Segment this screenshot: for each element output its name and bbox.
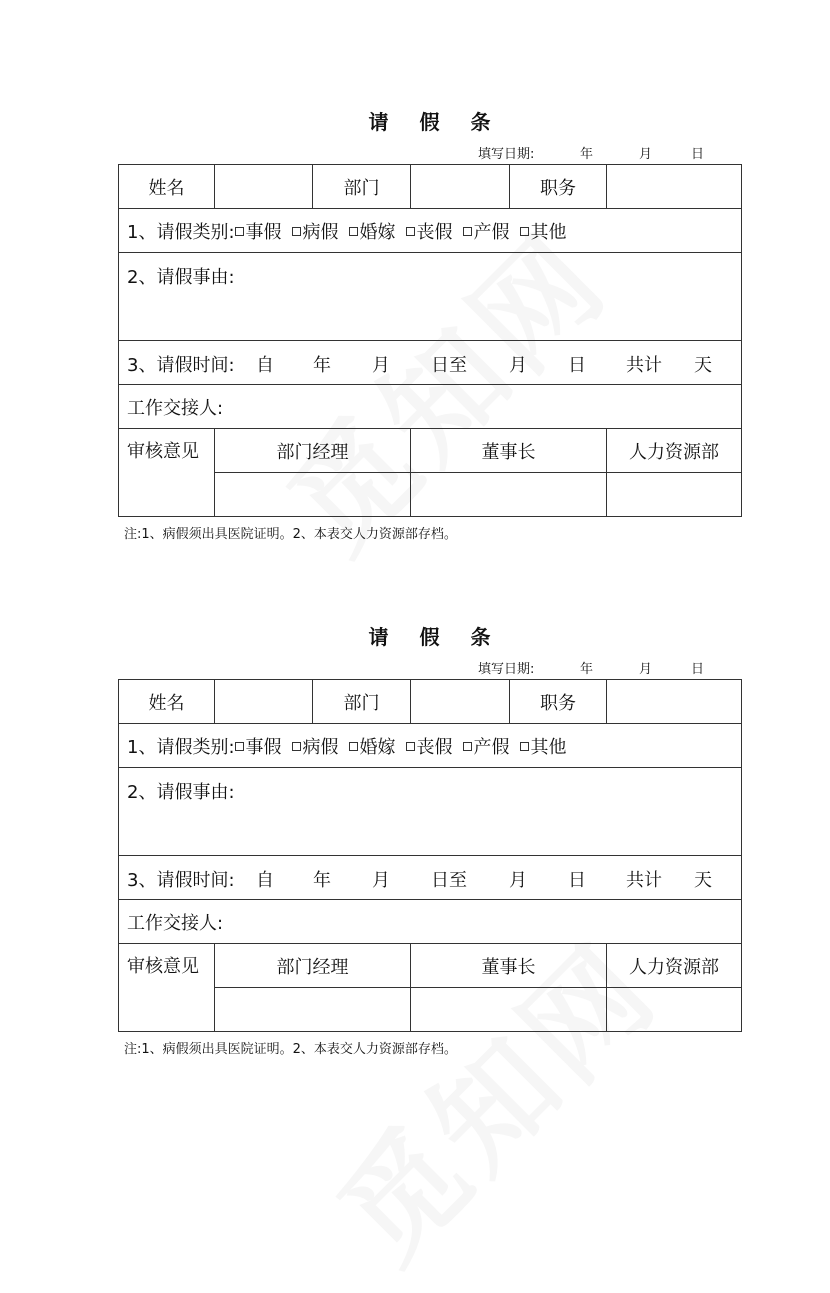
option-label: 事假 bbox=[245, 736, 282, 758]
title-char: 条 bbox=[470, 625, 491, 649]
title-char: 条 bbox=[470, 110, 491, 134]
time-day-to: 日至 bbox=[431, 355, 467, 376]
reason-field[interactable] bbox=[119, 253, 742, 341]
checkbox-icon[interactable] bbox=[463, 742, 472, 751]
review-hr-field[interactable] bbox=[607, 473, 742, 517]
position-label: 职务 bbox=[510, 165, 607, 209]
option-label: 丧假 bbox=[416, 221, 453, 243]
leave-table bbox=[118, 164, 742, 517]
form-title bbox=[118, 619, 741, 655]
leave-type-option[interactable] bbox=[463, 733, 510, 759]
review-hr-field[interactable] bbox=[607, 988, 742, 1032]
fill-date-year[interactable]: 年 bbox=[580, 662, 594, 677]
title-char: 假 bbox=[419, 625, 440, 649]
title-char: 请 bbox=[368, 625, 389, 649]
fill-date-row bbox=[118, 140, 741, 164]
time-month: 月 bbox=[372, 870, 390, 891]
name-field[interactable] bbox=[215, 165, 313, 209]
review-label: 审核意见 bbox=[119, 429, 215, 517]
checkbox-icon[interactable] bbox=[349, 742, 358, 751]
time-month2: 月 bbox=[509, 870, 527, 891]
option-label: 产假 bbox=[473, 736, 510, 758]
checkbox-icon[interactable] bbox=[406, 742, 415, 751]
leave-time-row[interactable] bbox=[119, 856, 742, 900]
reason-label: 2、请假事由: bbox=[127, 267, 235, 288]
option-label: 婚嫁 bbox=[359, 736, 396, 758]
fill-date-month[interactable]: 月 bbox=[639, 147, 653, 162]
review-hr-label: 人力资源部 bbox=[607, 429, 742, 473]
leave-time-row[interactable] bbox=[119, 341, 742, 385]
review-dept-manager-label: 部门经理 bbox=[215, 944, 411, 988]
handover-label: 工作交接人: bbox=[127, 397, 224, 419]
time-label: 3、请假时间: bbox=[127, 355, 235, 376]
review-dept-manager-label: 部门经理 bbox=[215, 429, 411, 473]
leave-table bbox=[118, 679, 742, 1032]
dept-field[interactable] bbox=[411, 680, 510, 724]
leave-type-option[interactable] bbox=[349, 218, 396, 244]
time-from: 自 bbox=[256, 870, 274, 891]
time-from: 自 bbox=[256, 355, 274, 376]
checkbox-icon[interactable] bbox=[235, 227, 244, 236]
title-char: 请 bbox=[368, 110, 389, 134]
position-label: 职务 bbox=[510, 680, 607, 724]
reason-field[interactable] bbox=[119, 768, 742, 856]
time-days: 天 bbox=[694, 355, 712, 376]
checkbox-icon[interactable] bbox=[235, 742, 244, 751]
form-note: 注:1、病假须出具医院证明。2、本表交人力资源部存档。 bbox=[124, 1042, 457, 1057]
time-month: 月 bbox=[372, 355, 390, 376]
option-label: 事假 bbox=[245, 221, 282, 243]
review-chairman-label: 董事长 bbox=[411, 944, 607, 988]
leave-type-option[interactable] bbox=[235, 218, 282, 244]
checkbox-icon[interactable] bbox=[520, 742, 529, 751]
time-day2: 日 bbox=[568, 870, 586, 891]
leave-type-option[interactable] bbox=[406, 218, 453, 244]
fill-date-month[interactable]: 月 bbox=[639, 662, 653, 677]
option-label: 病假 bbox=[302, 736, 339, 758]
checkbox-icon[interactable] bbox=[292, 742, 301, 751]
handover-field[interactable] bbox=[119, 385, 742, 429]
time-year: 年 bbox=[313, 870, 331, 891]
reason-label: 2、请假事由: bbox=[127, 782, 235, 803]
time-day2: 日 bbox=[568, 355, 586, 376]
time-day-to: 日至 bbox=[431, 870, 467, 891]
review-hr-label: 人力资源部 bbox=[607, 944, 742, 988]
fill-date-day[interactable]: 日 bbox=[691, 662, 705, 677]
checkbox-icon[interactable] bbox=[292, 227, 301, 236]
leave-form bbox=[118, 619, 741, 1057]
leave-type-option[interactable] bbox=[292, 218, 339, 244]
dept-field[interactable] bbox=[411, 165, 510, 209]
time-total: 共计 bbox=[626, 870, 662, 891]
leave-type-row bbox=[119, 724, 742, 768]
leave-type-option[interactable] bbox=[520, 218, 567, 244]
leave-type-option[interactable] bbox=[292, 733, 339, 759]
review-label: 审核意见 bbox=[119, 944, 215, 1032]
name-field[interactable] bbox=[215, 680, 313, 724]
leave-type-row bbox=[119, 209, 742, 253]
checkbox-icon[interactable] bbox=[349, 227, 358, 236]
leave-type-option[interactable] bbox=[349, 733, 396, 759]
leave-form bbox=[118, 104, 741, 542]
checkbox-icon[interactable] bbox=[520, 227, 529, 236]
dept-label: 部门 bbox=[313, 680, 411, 724]
checkbox-icon[interactable] bbox=[463, 227, 472, 236]
fill-date-day[interactable]: 日 bbox=[691, 147, 705, 162]
handover-label: 工作交接人: bbox=[127, 912, 224, 934]
title-char: 假 bbox=[419, 110, 440, 134]
leave-type-label: 1、请假类别: bbox=[127, 736, 235, 758]
leave-type-option[interactable] bbox=[463, 218, 510, 244]
leave-type-option[interactable] bbox=[235, 733, 282, 759]
review-chairman-label: 董事长 bbox=[411, 429, 607, 473]
time-month2: 月 bbox=[509, 355, 527, 376]
review-dept-manager-field[interactable] bbox=[215, 988, 411, 1032]
option-label: 其他 bbox=[530, 221, 567, 243]
fill-date-year[interactable]: 年 bbox=[580, 147, 594, 162]
review-dept-manager-field[interactable] bbox=[215, 473, 411, 517]
name-label: 姓名 bbox=[119, 680, 215, 724]
leave-type-option[interactable] bbox=[406, 733, 453, 759]
fill-date-row bbox=[118, 655, 741, 679]
option-label: 产假 bbox=[473, 221, 510, 243]
time-label: 3、请假时间: bbox=[127, 870, 235, 891]
time-days: 天 bbox=[694, 870, 712, 891]
form-note: 注:1、病假须出具医院证明。2、本表交人力资源部存档。 bbox=[124, 527, 457, 542]
dept-label: 部门 bbox=[313, 165, 411, 209]
time-total: 共计 bbox=[626, 355, 662, 376]
option-label: 其他 bbox=[530, 736, 567, 758]
position-field[interactable] bbox=[607, 680, 742, 724]
leave-type-option[interactable] bbox=[520, 733, 567, 759]
option-label: 婚嫁 bbox=[359, 221, 396, 243]
fill-date-label: 填写日期: bbox=[478, 662, 535, 677]
option-label: 丧假 bbox=[416, 736, 453, 758]
time-year: 年 bbox=[313, 355, 331, 376]
checkbox-icon[interactable] bbox=[406, 227, 415, 236]
option-label: 病假 bbox=[302, 221, 339, 243]
name-label: 姓名 bbox=[119, 165, 215, 209]
fill-date-label: 填写日期: bbox=[478, 147, 535, 162]
form-title bbox=[118, 104, 741, 140]
position-field[interactable] bbox=[607, 165, 742, 209]
review-chairman-field[interactable] bbox=[411, 988, 607, 1032]
handover-field[interactable] bbox=[119, 900, 742, 944]
leave-type-label: 1、请假类别: bbox=[127, 221, 235, 243]
review-chairman-field[interactable] bbox=[411, 473, 607, 517]
